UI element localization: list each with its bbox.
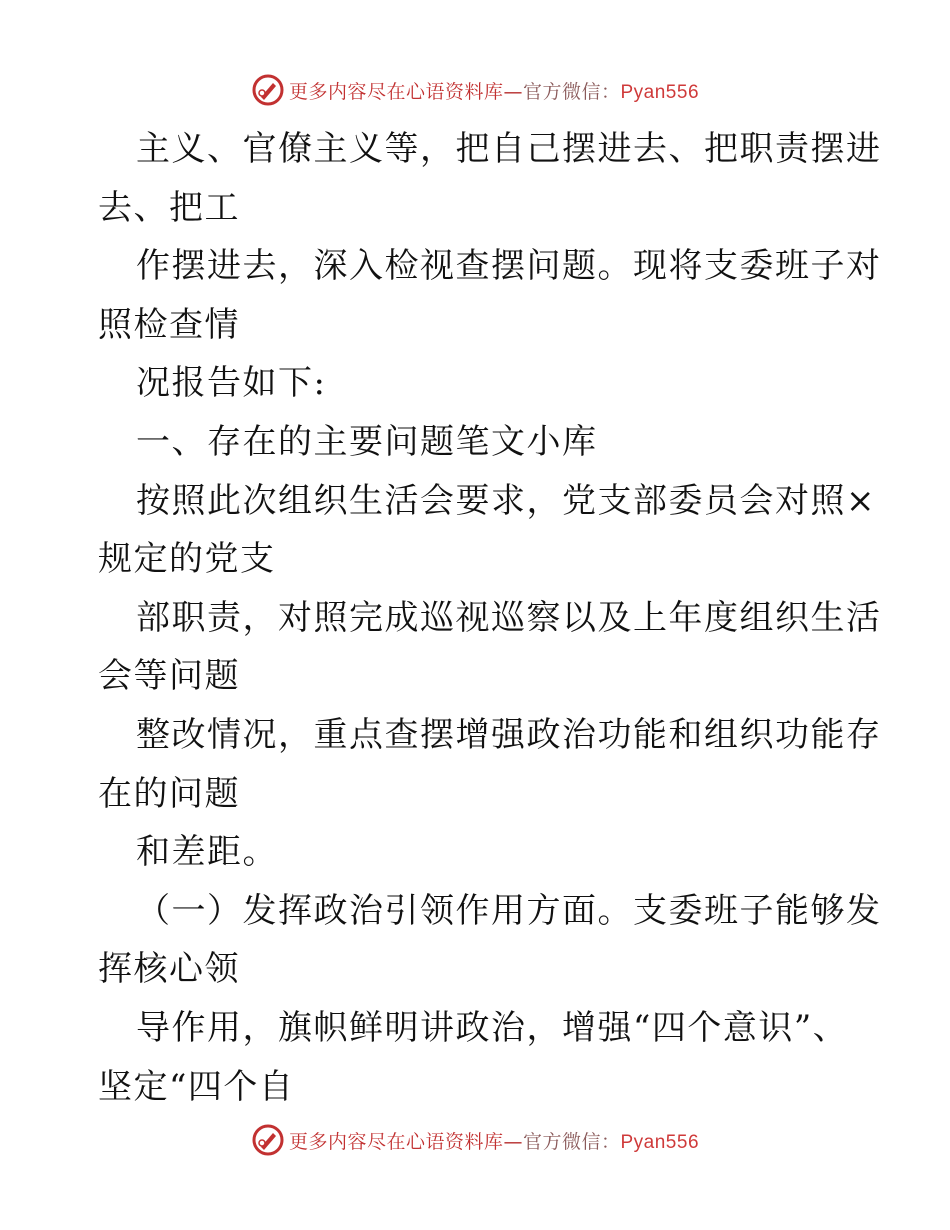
text-line: 导作用，旗帜鲜明讲政治，增强“四个意识”、 xyxy=(136,1007,849,1048)
footer-wechat-label: 官方微信： xyxy=(522,1130,621,1153)
text-line: 会等问题 xyxy=(98,656,240,697)
text-line: 主义、官僚主义等，把自己摆进去、把职责摆进 xyxy=(136,129,882,169)
text-line: 按照此次组织生活会要求，党支部委员会对照× xyxy=(136,480,876,521)
text-line: 作摆进去，深入检视查摆问题。现将支委班子对 xyxy=(136,246,882,287)
pen-logo-icon xyxy=(251,73,285,107)
text-line: 挥核心领 xyxy=(98,949,240,990)
text-line: 整改情况，重点查摆增强政治功能和组织功能存 xyxy=(136,714,882,755)
footer-separator: — xyxy=(503,1130,523,1153)
footer-account: Pyan556 xyxy=(620,1131,700,1153)
header-banner xyxy=(0,70,950,110)
document-body xyxy=(98,120,882,1116)
text-line: 坚定“四个自 xyxy=(98,1066,295,1107)
text-line: 在的问题 xyxy=(98,773,240,814)
text-line: 去、把工 xyxy=(98,187,240,228)
pen-logo-icon xyxy=(251,1123,285,1157)
text-line: 照检查情 xyxy=(98,304,240,345)
banner-wechat-label: 官方微信： xyxy=(522,80,621,103)
banner-account: Pyan556 xyxy=(620,81,700,103)
text-line: 一、存在的主要问题笔文小库 xyxy=(136,421,598,462)
text-line: 和差距。 xyxy=(136,832,278,873)
footer-banner xyxy=(0,1120,950,1160)
text-line: 部职责，对照完成巡视巡察以及上年度组织生活 xyxy=(136,597,882,638)
footer-brand: 更多内容尽在心语资料库 xyxy=(288,1130,504,1153)
text-line: （一）发挥政治引领作用方面。支委班子能够发 xyxy=(136,890,882,931)
banner-separator: — xyxy=(503,80,523,103)
text-line: 况报告如下: xyxy=(136,363,327,404)
text-line: 规定的党支 xyxy=(98,539,276,580)
banner-brand: 更多内容尽在心语资料库 xyxy=(288,80,504,103)
